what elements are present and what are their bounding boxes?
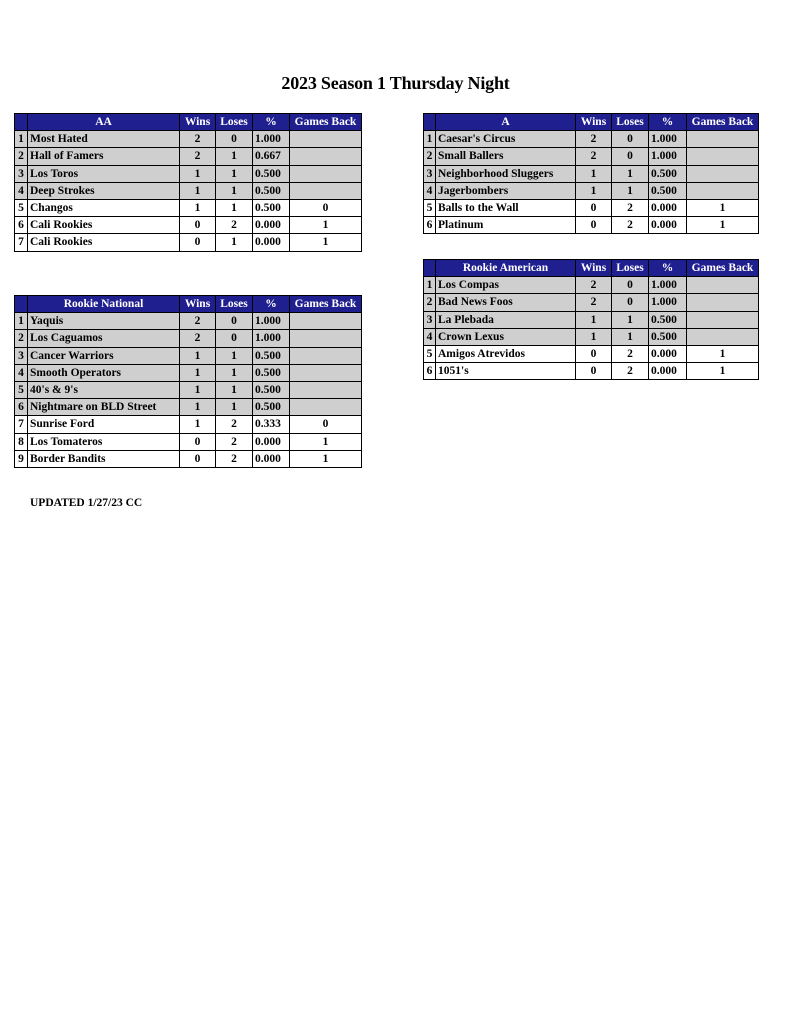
wins-cell: 0 (576, 363, 612, 380)
pct-header: % (649, 114, 687, 131)
loses-header: Loses (612, 114, 649, 131)
rank-cell: 1 (15, 131, 28, 148)
games-back-cell (687, 165, 759, 182)
table-row (424, 345, 759, 362)
team-name-cell: Most Hated (28, 131, 180, 148)
loses-cell: 0 (216, 131, 253, 148)
loses-cell: 2 (612, 345, 649, 362)
wins-header: Wins (576, 260, 612, 277)
rank-cell: 2 (424, 148, 436, 165)
wins-cell: 1 (180, 182, 216, 199)
games-back-cell (687, 328, 759, 345)
page-title: 2023 Season 1 Thursday Night (281, 73, 510, 93)
rank-cell: 5 (424, 199, 436, 216)
loses-header: Loses (216, 114, 253, 131)
pct-cell: 0.000 (649, 217, 687, 234)
rank-cell: 2 (424, 294, 436, 311)
team-name-cell: Los Caguamos (28, 330, 180, 347)
team-name-cell: Cancer Warriors (28, 347, 180, 364)
games-back-cell (290, 182, 362, 199)
wins-header: Wins (180, 114, 216, 131)
games-back-cell (290, 381, 362, 398)
wins-cell: 1 (180, 381, 216, 398)
games-back-cell (687, 131, 759, 148)
team-name-cell: Jagerbombers (436, 182, 576, 199)
loses-cell: 2 (612, 199, 649, 216)
pct-cell: 0.333 (253, 416, 290, 433)
loses-cell: 1 (612, 165, 649, 182)
rank-cell: 3 (424, 165, 436, 182)
loses-cell: 1 (216, 182, 253, 199)
rank-cell: 5 (15, 199, 28, 216)
loses-cell: 2 (216, 416, 253, 433)
wins-cell: 2 (180, 148, 216, 165)
wins-cell: 2 (576, 131, 612, 148)
table-row (424, 182, 759, 199)
loses-cell: 2 (216, 217, 253, 234)
team-name-cell: 1051's (436, 363, 576, 380)
rank-cell: 4 (424, 328, 436, 345)
team-name-cell: Yaquis (28, 313, 180, 330)
pct-header: % (253, 296, 290, 313)
rank-header (424, 260, 436, 277)
games-back-header: Games Back (687, 114, 759, 131)
games-back-cell (290, 364, 362, 381)
loses-cell: 2 (216, 433, 253, 450)
games-back-cell (290, 313, 362, 330)
team-name-cell: Neighborhood Sluggers (436, 165, 576, 182)
table-row (15, 217, 362, 234)
pct-cell: 0.000 (253, 217, 290, 234)
rank-cell: 1 (424, 277, 436, 294)
table-row (424, 277, 759, 294)
standings-table-a (423, 113, 759, 234)
wins-cell: 0 (180, 433, 216, 450)
loses-header: Loses (216, 296, 253, 313)
team-name-cell: 40's & 9's (28, 381, 180, 398)
wins-cell: 1 (180, 347, 216, 364)
rank-cell: 5 (15, 381, 28, 398)
wins-cell: 1 (180, 399, 216, 416)
pct-cell: 0.000 (253, 433, 290, 450)
rank-cell: 2 (15, 330, 28, 347)
games-back-header: Games Back (687, 260, 759, 277)
games-back-cell (687, 182, 759, 199)
table-row (424, 217, 759, 234)
pct-cell: 0.500 (253, 381, 290, 398)
games-back-cell: 1 (687, 199, 759, 216)
pct-cell: 0.500 (649, 165, 687, 182)
loses-cell: 1 (216, 234, 253, 251)
table-row (15, 330, 362, 347)
loses-cell: 1 (216, 381, 253, 398)
wins-header: Wins (180, 296, 216, 313)
pct-cell: 1.000 (253, 131, 290, 148)
rank-cell: 6 (15, 217, 28, 234)
table-row (15, 182, 362, 199)
rank-cell: 7 (15, 416, 28, 433)
table-row (424, 148, 759, 165)
team-name-cell: Changos (28, 199, 180, 216)
pct-header: % (649, 260, 687, 277)
wins-cell: 0 (576, 345, 612, 362)
pct-cell: 1.000 (253, 330, 290, 347)
team-name-cell: Small Ballers (436, 148, 576, 165)
wins-cell: 0 (180, 217, 216, 234)
loses-cell: 2 (216, 450, 253, 467)
games-back-header: Games Back (290, 296, 362, 313)
games-back-cell: 1 (687, 345, 759, 362)
loses-cell: 1 (612, 328, 649, 345)
team-name-cell: Crown Lexus (436, 328, 576, 345)
rank-cell: 9 (15, 450, 28, 467)
table-row (424, 294, 759, 311)
division-name: A (436, 114, 576, 131)
games-back-cell: 1 (290, 450, 362, 467)
division-name: AA (28, 114, 180, 131)
pct-cell: 0.000 (253, 234, 290, 251)
standings-table-aa (14, 113, 362, 252)
pct-cell: 0.000 (253, 450, 290, 467)
games-back-cell (290, 131, 362, 148)
pct-cell: 0.500 (253, 199, 290, 216)
wins-cell: 2 (180, 131, 216, 148)
table-header-row (15, 114, 362, 131)
team-name-cell: Los Toros (28, 165, 180, 182)
table-row (424, 363, 759, 380)
games-back-cell: 0 (290, 199, 362, 216)
table-row (424, 165, 759, 182)
team-name-cell: Hall of Famers (28, 148, 180, 165)
loses-cell: 1 (612, 182, 649, 199)
team-name-cell: Sunrise Ford (28, 416, 180, 433)
rank-cell: 1 (15, 313, 28, 330)
table-row (15, 416, 362, 433)
rank-cell: 3 (424, 311, 436, 328)
games-back-cell: 0 (290, 416, 362, 433)
games-back-header: Games Back (290, 114, 362, 131)
pct-cell: 1.000 (649, 148, 687, 165)
loses-cell: 1 (216, 364, 253, 381)
pct-cell: 0.500 (253, 165, 290, 182)
games-back-cell (290, 148, 362, 165)
rank-cell: 5 (424, 345, 436, 362)
rank-cell: 6 (424, 363, 436, 380)
games-back-cell (290, 399, 362, 416)
team-name-cell: Platinum (436, 217, 576, 234)
wins-cell: 1 (180, 416, 216, 433)
loses-cell: 1 (216, 165, 253, 182)
table-row (15, 433, 362, 450)
table-row (15, 199, 362, 216)
team-name-cell: Border Bandits (28, 450, 180, 467)
wins-cell: 1 (180, 165, 216, 182)
pct-cell: 0.500 (649, 311, 687, 328)
rank-cell: 4 (15, 364, 28, 381)
team-name-cell: Smooth Operators (28, 364, 180, 381)
games-back-cell (687, 148, 759, 165)
table-row (15, 364, 362, 381)
rank-cell: 7 (15, 234, 28, 251)
wins-cell: 2 (576, 294, 612, 311)
rank-cell: 6 (424, 217, 436, 234)
pct-cell: 0.500 (649, 328, 687, 345)
games-back-cell: 1 (290, 234, 362, 251)
rank-header (424, 114, 436, 131)
loses-cell: 0 (612, 131, 649, 148)
rank-cell: 6 (15, 399, 28, 416)
table-row (15, 131, 362, 148)
loses-cell: 1 (216, 148, 253, 165)
rank-cell: 8 (15, 433, 28, 450)
division-name: Rookie American (436, 260, 576, 277)
team-name-cell: Caesar's Circus (436, 131, 576, 148)
loses-cell: 1 (216, 399, 253, 416)
team-name-cell: Bad News Foos (436, 294, 576, 311)
games-back-cell: 1 (290, 217, 362, 234)
table-row (15, 313, 362, 330)
pct-cell: 0.000 (649, 345, 687, 362)
loses-cell: 1 (612, 311, 649, 328)
wins-cell: 0 (576, 199, 612, 216)
table-row (424, 311, 759, 328)
table-row (15, 165, 362, 182)
team-name-cell: Cali Rookies (28, 217, 180, 234)
games-back-cell: 1 (290, 433, 362, 450)
wins-cell: 2 (180, 330, 216, 347)
pct-cell: 1.000 (649, 277, 687, 294)
loses-cell: 0 (612, 148, 649, 165)
loses-cell: 1 (216, 199, 253, 216)
pct-cell: 0.500 (253, 182, 290, 199)
table-row (424, 199, 759, 216)
team-name-cell: Deep Strokes (28, 182, 180, 199)
loses-cell: 2 (612, 217, 649, 234)
wins-cell: 2 (576, 277, 612, 294)
rank-cell: 4 (15, 182, 28, 199)
wins-header: Wins (576, 114, 612, 131)
games-back-cell: 1 (687, 217, 759, 234)
pct-cell: 1.000 (649, 294, 687, 311)
updated-note: UPDATED 1/27/23 CC (30, 497, 143, 509)
loses-header: Loses (612, 260, 649, 277)
rank-header (15, 296, 28, 313)
games-back-cell: 1 (687, 363, 759, 380)
team-name-cell: Balls to the Wall (436, 199, 576, 216)
table-row (15, 347, 362, 364)
rank-cell: 3 (15, 165, 28, 182)
pct-cell: 0.500 (253, 347, 290, 364)
pct-cell: 0.000 (649, 363, 687, 380)
games-back-cell (687, 294, 759, 311)
wins-cell: 1 (180, 364, 216, 381)
wins-cell: 1 (576, 182, 612, 199)
wins-cell: 1 (576, 311, 612, 328)
pct-cell: 0.500 (649, 182, 687, 199)
games-back-cell (687, 311, 759, 328)
pct-cell: 0.667 (253, 148, 290, 165)
loses-cell: 1 (216, 347, 253, 364)
table-row (15, 381, 362, 398)
wins-cell: 0 (576, 217, 612, 234)
table-row (424, 328, 759, 345)
pct-cell: 1.000 (649, 131, 687, 148)
wins-cell: 0 (180, 450, 216, 467)
loses-cell: 2 (612, 363, 649, 380)
team-name-cell: Nightmare on BLD Street (28, 399, 180, 416)
rank-cell: 3 (15, 347, 28, 364)
table-row (15, 399, 362, 416)
loses-cell: 0 (612, 277, 649, 294)
pct-header: % (253, 114, 290, 131)
rank-header (15, 114, 28, 131)
team-name-cell: Cali Rookies (28, 234, 180, 251)
rank-cell: 1 (424, 131, 436, 148)
games-back-cell (290, 165, 362, 182)
pct-cell: 0.500 (253, 364, 290, 381)
wins-cell: 2 (576, 148, 612, 165)
wins-cell: 1 (576, 165, 612, 182)
wins-cell: 0 (180, 234, 216, 251)
team-name-cell: Amigos Atrevidos (436, 345, 576, 362)
table-header-row (424, 260, 759, 277)
table-row (15, 234, 362, 251)
division-name: Rookie National (28, 296, 180, 313)
team-name-cell: Los Compas (436, 277, 576, 294)
pct-cell: 0.000 (649, 199, 687, 216)
games-back-cell (687, 277, 759, 294)
loses-cell: 0 (216, 330, 253, 347)
pct-cell: 1.000 (253, 313, 290, 330)
table-row (15, 148, 362, 165)
wins-cell: 2 (180, 313, 216, 330)
table-row (424, 131, 759, 148)
team-name-cell: La Plebada (436, 311, 576, 328)
wins-cell: 1 (180, 199, 216, 216)
table-header-row (15, 296, 362, 313)
standings-table-rookie-national (14, 295, 362, 468)
table-header-row (424, 114, 759, 131)
wins-cell: 1 (576, 328, 612, 345)
rank-cell: 2 (15, 148, 28, 165)
rank-cell: 4 (424, 182, 436, 199)
table-row (15, 450, 362, 467)
pct-cell: 0.500 (253, 399, 290, 416)
games-back-cell (290, 330, 362, 347)
team-name-cell: Los Tomateros (28, 433, 180, 450)
games-back-cell (290, 347, 362, 364)
standings-table-rookie-american (423, 259, 759, 380)
loses-cell: 0 (216, 313, 253, 330)
loses-cell: 0 (612, 294, 649, 311)
